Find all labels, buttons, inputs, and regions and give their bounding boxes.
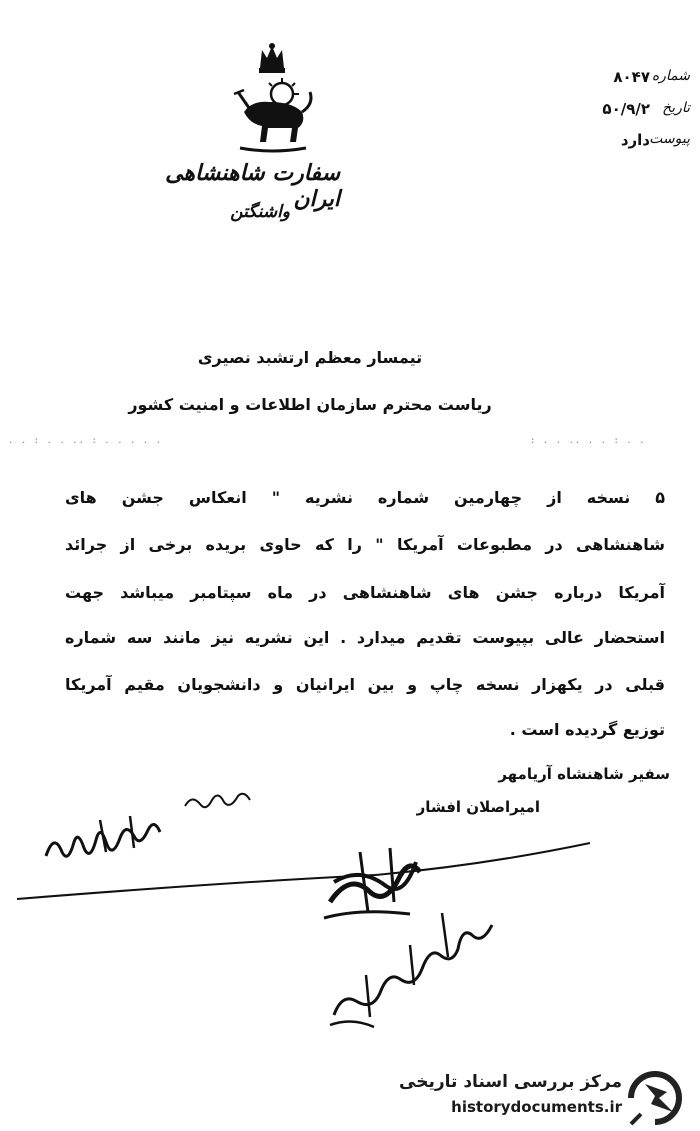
body-line-5: قبلی در یکهزار نسخه چاپ و بین ایرانیان و دانشجویان مقیم آمریکا <box>65 675 665 694</box>
recipient-line-2: ریاست محترم سازمان اطلاعات و امنیت کشور <box>128 395 492 414</box>
signature-name: امیراصلان افشار <box>416 798 540 816</box>
handwritten-annotation-icon <box>322 905 507 1033</box>
body-line-4: استحضار عالی بپیوست تقدیم میدارد . این نشریه نیز مانند سه شماره <box>65 628 665 647</box>
body-line-2: شاهنشاهی در مطبوعات آمریکا " را که حاوی بریده برخی از جرائد <box>65 535 665 554</box>
date-value: ۵۰/۹/۲ <box>602 100 650 118</box>
embassy-name: سفارت شاهنشاهی ایران <box>165 160 340 212</box>
ref-number-row <box>555 68 690 92</box>
signature-title: سفیر شاهنشاه آریامهر <box>498 765 670 783</box>
lion-and-sun-emblem-icon <box>222 42 322 154</box>
annotation-text <box>360 968 366 969</box>
attachment-row <box>555 131 690 155</box>
date-label: تاریخ <box>662 100 690 116</box>
date-row <box>555 100 690 124</box>
watermark-title[interactable]: مرکز بررسی اسناد تاریخی <box>399 1072 622 1092</box>
diagonal-pen-stroke-icon <box>15 835 595 905</box>
attachment-value: دارد <box>620 131 650 149</box>
body-line-3: آمریکا درباره جشن های شاهنشاهی در ماه سپتامبر میباشد جهت <box>65 583 665 602</box>
ref-number-value: ۸۰۴۷ <box>613 68 650 86</box>
scan-noise-right: : . . .. . . : . . <box>530 436 646 446</box>
scan-noise-left: . . : . . .. : . . . . . <box>8 436 163 446</box>
recipient-line-1: تیمسار معظم ارتشبد نصیری <box>197 348 423 367</box>
body-line-1: ۵ نسخه از چهارمین شماره نشریه " انعکاس جشن های <box>65 488 665 507</box>
attachment-label: پیوست <box>649 131 690 147</box>
watermark-url[interactable]: historydocuments.ir <box>451 1098 622 1116</box>
body-line-6: توزیع گردیده است . <box>509 720 665 739</box>
embassy-city: واشنگتن <box>230 202 290 222</box>
handwritten-closing-icon <box>180 786 255 816</box>
history-documents-logo-icon <box>623 1068 687 1128</box>
ref-number-label: شماره <box>651 68 690 84</box>
